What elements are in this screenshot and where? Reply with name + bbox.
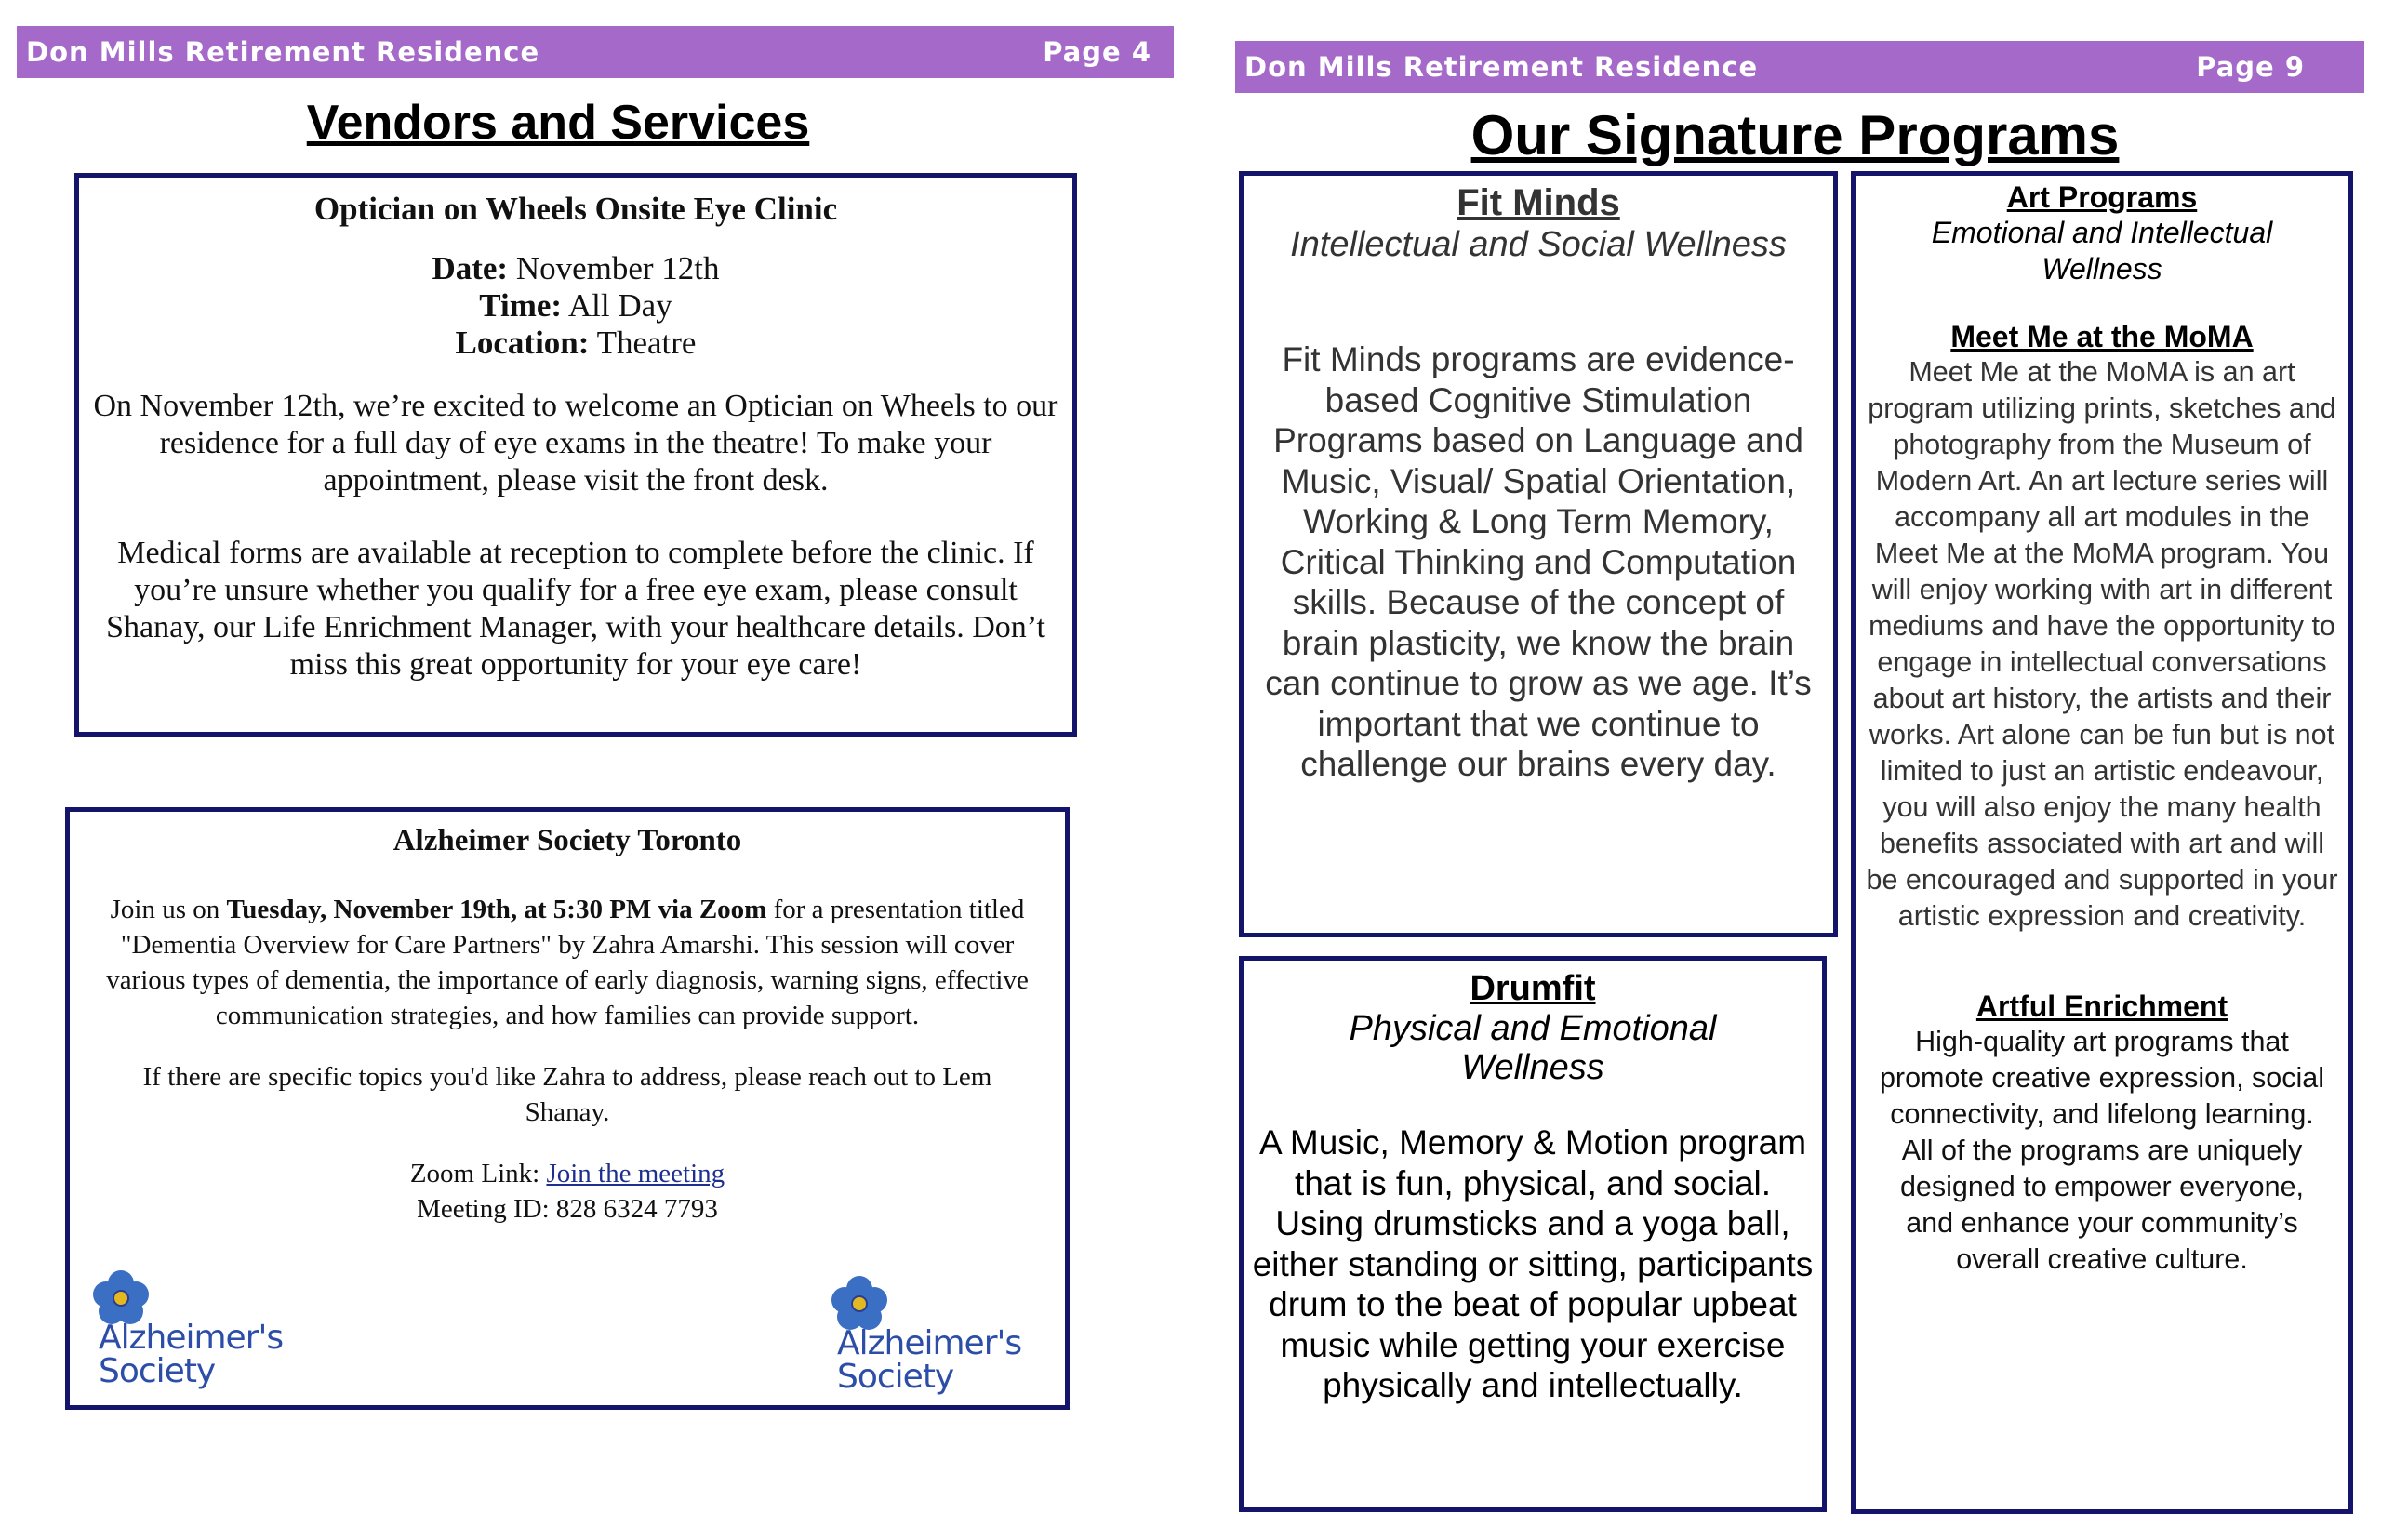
drumfit-subtitle: Physical and Emotional Wellness [1349, 1009, 1717, 1087]
alzheimer-title: Alzheimer Society Toronto [392, 824, 742, 857]
alzheimer-para1 [83, 892, 1052, 1033]
optician-details [85, 250, 1067, 362]
logo-text-line2: Society [99, 1352, 216, 1390]
fit-minds-box [1239, 171, 1838, 937]
time-label: Time: [479, 287, 563, 324]
left-header-page: Page 4 [1043, 36, 1151, 68]
time-value: All Day [567, 287, 672, 324]
right-page-title: Our Signature Programs [1470, 104, 2120, 166]
forget-me-not-icon [831, 1276, 887, 1332]
artful-enrichment-body: High-quality art programs that promote creative expression, social connectivity, and lifelong learning. All of the programs are uniquely designed to empower everyone, and enhance your community’s overall creative culture. [1879, 1026, 2325, 1275]
alzheimer-para1-end: for a presentation titled "Dementia Overview for Care Partners" by Zahra Amarshi. This session will cover various types of dementia, the importance of early diagnosis, warning signs, effective communication strategies, and how families can provide support. [106, 895, 1029, 1030]
optician-title: Optician on Wheels Onsite Eye Clinic [313, 191, 838, 227]
alzheimer-para1-start: Join us on [110, 895, 227, 924]
logo-text-line1: Alzheimer's [837, 1324, 1022, 1362]
date-label: Date: [432, 250, 509, 286]
zoom-label: Zoom Link: [409, 1159, 547, 1188]
zoom-line [83, 1156, 1052, 1191]
alzheimer-society-logo-right [804, 1276, 1027, 1397]
optician-box [74, 173, 1077, 737]
left-page-title: Vendors and Services [306, 96, 810, 150]
moma-body: Meet Me at the MoMA is an art program utilizing prints, sketches and photography from the Museum of Modern Art. An art lecture series will accompany all art modules in the Meet Me at the MoMA program. You will enjoy working with art in different mediums and have the opportunity to engage in intellectual conversations about art history, the artists and their works. Art alone can be fun but is not limited to just an artistic endeavour, you will also enjoy the many health benefits associated with art and will be encouraged and supported in your artistic expression and creativity. [1866, 356, 2338, 932]
right-header-org: Don Mills Retirement Residence [1244, 51, 1759, 83]
logo-text-line1: Alzheimer's [99, 1319, 284, 1357]
meeting-id: Meeting ID: 828 6324 7793 [417, 1194, 718, 1224]
drumfit-box [1239, 956, 1827, 1512]
drumfit-title: Drumfit [1470, 969, 1596, 1008]
left-header-org: Don Mills Retirement Residence [26, 36, 540, 68]
artful-enrichment-title: Artful Enrichment [1975, 989, 2228, 1023]
fit-minds-subtitle: Intellectual and Social Wellness [1290, 225, 1787, 264]
forget-me-not-icon [93, 1270, 149, 1326]
alzheimer-society-logo-left [65, 1270, 288, 1391]
left-header-bar [17, 26, 1174, 78]
art-programs-subtitle: Emotional and Intellectual Wellness [1931, 216, 2273, 285]
optician-para1: On November 12th, we’re excited to welcome an Optician on Wheels to our residence for a full day of eye exams in the theatre! To make your appointment, please visit the front desk. [93, 389, 1058, 498]
fit-minds-title: Fit Minds [1457, 182, 1620, 223]
right-header-page: Page 9 [2196, 51, 2305, 83]
alzheimer-event-date: Tuesday, November 19th, at 5:30 PM via Zoom [226, 895, 767, 924]
moma-title: Meet Me at the MoMA [1950, 320, 2254, 353]
art-programs-title: Art Programs [2006, 180, 2198, 214]
fit-minds-body: Fit Minds programs are evidence-based Cognitive Stimulation Programs based on Language and Music, Visual/ Spatial Orientation, Working & Long Term Memory, Critical Thinking and Computation skills. Because of the concept of brain plasticity, we know the brain can continue to grow as we age. It’s important that we continue to challenge our brains every day. [1265, 340, 1812, 783]
optician-para2: Medical forms are available at reception to complete before the clinic. If you’re unsure whether you qualify for a free eye exam, please consult Shanay, our Life Enrichment Manager, with your healthcare details. Don’t miss this great opportunity for your eye care! [106, 536, 1045, 682]
drumfit-body: A Music, Memory & Motion program that is fun, physical, and social. Using drumsticks and a yoga ball, either standing or sitting, participants drum to the beat of popular upbeat music while getting your exercise physically and intellectually. [1252, 1123, 1814, 1404]
location-value: Theatre [596, 325, 697, 361]
logo-text-line2: Society [837, 1358, 954, 1396]
location-label: Location: [455, 325, 590, 361]
art-programs-box [1851, 171, 2353, 1514]
date-value: November 12th [515, 250, 720, 286]
zoom-meeting-link[interactable]: Join the meeting [546, 1159, 725, 1188]
alzheimer-para2: If there are specific topics you'd like Zahra to address, please reach out to Lem Shanay. [142, 1062, 992, 1127]
right-header-bar [1235, 41, 2364, 93]
